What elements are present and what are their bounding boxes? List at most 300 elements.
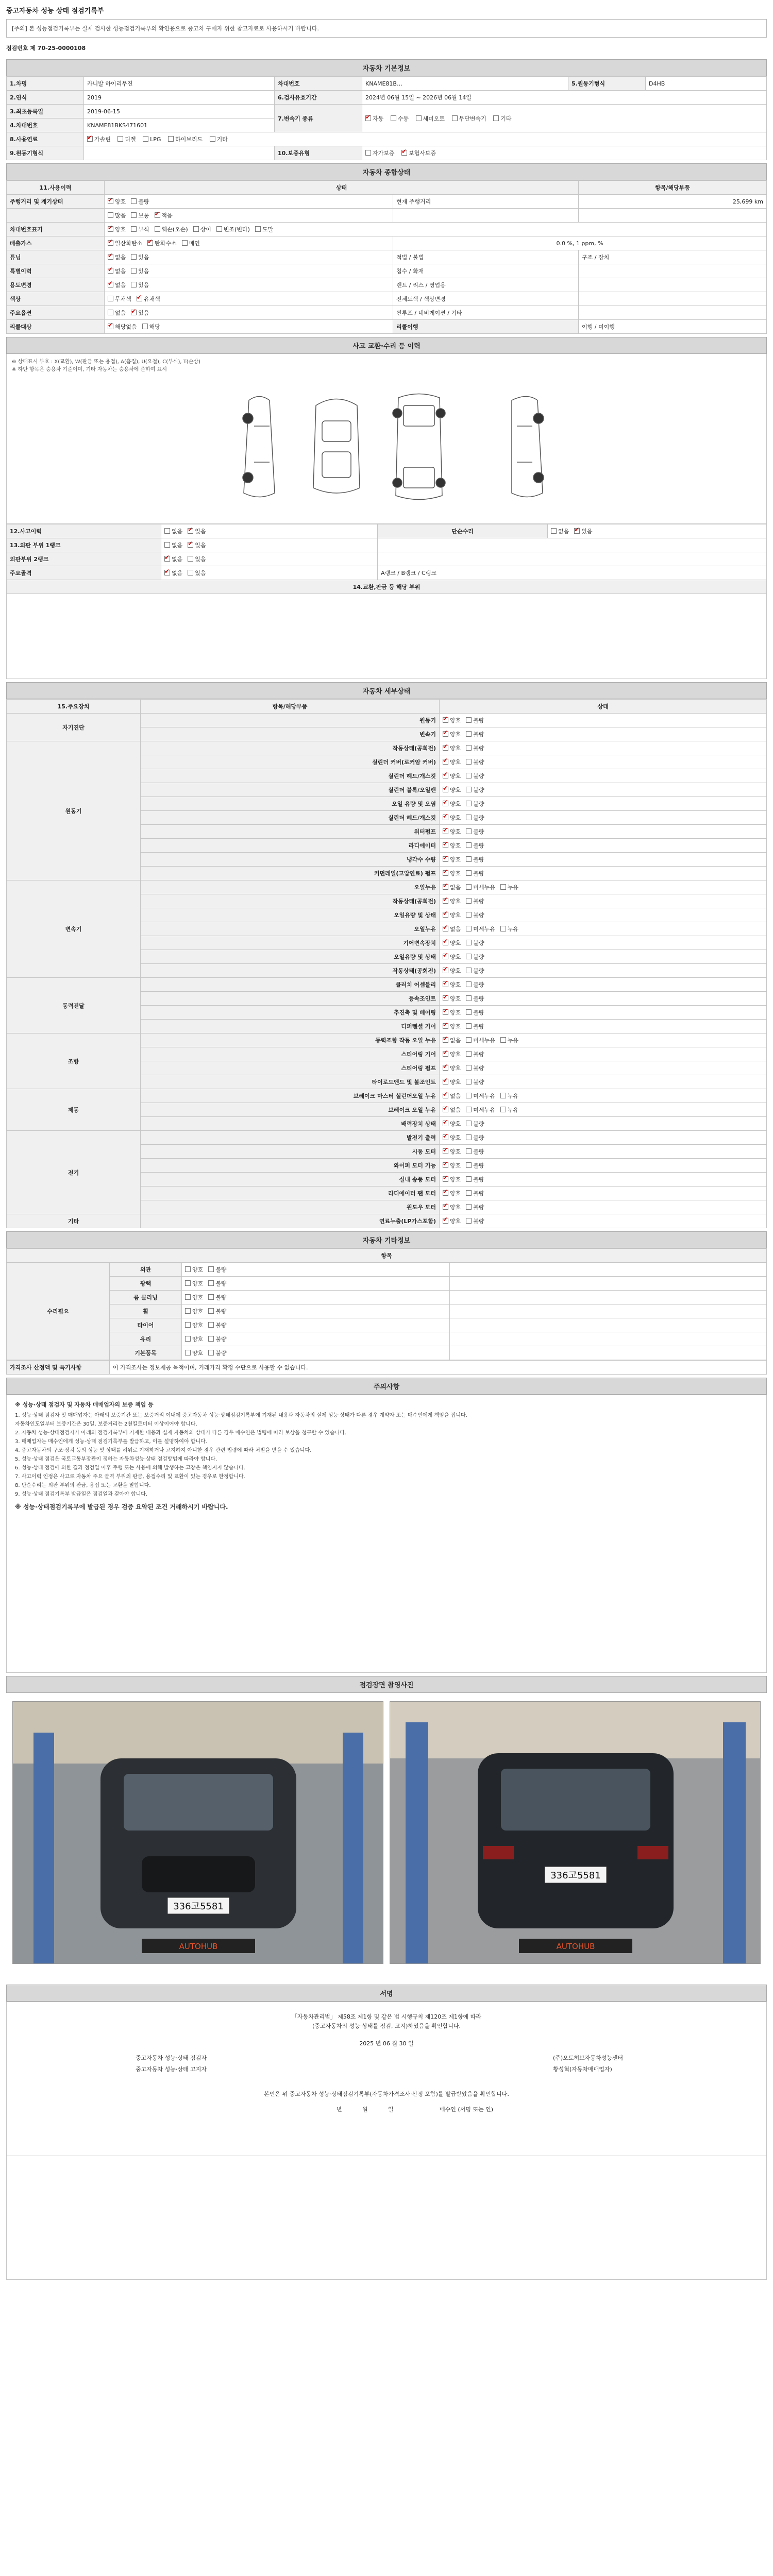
detail-item-label: 기어변속장치 bbox=[141, 936, 440, 950]
general-row-opts: ✔ 없음 있음 bbox=[105, 264, 393, 278]
checkbox-icon bbox=[443, 1176, 448, 1182]
general-state-table bbox=[6, 180, 767, 334]
checkbox-icon bbox=[466, 1051, 472, 1057]
car-diagram-panel bbox=[6, 354, 767, 524]
detail-group-label: 원동기 bbox=[7, 741, 141, 880]
detail-item-state: ✔ 양호 불량 bbox=[440, 825, 767, 839]
detail-item-label: 타이로드엔드 및 볼조인트 bbox=[141, 1075, 440, 1089]
checkbox-icon bbox=[164, 542, 170, 548]
rear-brand-text: AUTOHUB bbox=[556, 1942, 595, 1951]
checkbox-icon bbox=[131, 212, 137, 218]
other-item-label: 광택 bbox=[110, 1277, 182, 1291]
detail-item-state: ✔ 양호 불량 bbox=[440, 741, 767, 755]
checkbox-icon bbox=[193, 226, 199, 232]
detail-item-label: 디퍼렌셜 기어 bbox=[141, 1020, 440, 1033]
label-vin: 4.차대번호 bbox=[7, 118, 84, 132]
checkbox-icon bbox=[466, 815, 472, 820]
detail-row bbox=[7, 714, 767, 727]
checkbox-icon bbox=[466, 1218, 472, 1224]
detail-item-state: ✔ 양호 불량 bbox=[440, 811, 767, 825]
detail-item-label: 브레이크 오일 누유 bbox=[141, 1103, 440, 1117]
notes-heading: ※ 성능·상태 점검자 및 자동차 매매업자의 보증 책임 등 bbox=[15, 1401, 154, 1408]
checkbox-icon bbox=[416, 115, 422, 121]
checkbox-icon bbox=[131, 310, 137, 315]
checkbox-icon bbox=[466, 954, 472, 959]
damage-opts: 없음✔ 있음 bbox=[161, 524, 378, 538]
checkbox-icon bbox=[443, 926, 448, 931]
checkbox-icon bbox=[443, 912, 448, 918]
checkbox-icon bbox=[137, 296, 142, 301]
checkbox-icon bbox=[443, 801, 448, 806]
other-item-state: 양호 불량 bbox=[182, 1263, 450, 1277]
detail-item-label: 클러치 어셈블리 bbox=[141, 978, 440, 992]
checkbox-icon bbox=[443, 1065, 448, 1071]
other-item-state: 양호 불량 bbox=[182, 1318, 450, 1332]
checkbox-icon bbox=[466, 773, 472, 778]
checkbox-icon bbox=[168, 136, 174, 142]
detail-row bbox=[7, 1214, 767, 1228]
detail-item-label: 작동상태(공회전) bbox=[141, 964, 440, 978]
checkbox-icon bbox=[185, 1350, 191, 1355]
notes-line: 2. 자동차 성능·상태점검자가 아래의 점검기록부에 기재한 내용과 실제 자동차의 상태가 다른 경우 매수인은 법령에 따라 보상을 청구할 수 있습니다. bbox=[15, 1430, 347, 1436]
general-row-value bbox=[579, 306, 767, 320]
emission-values: 0.0 %, 1 ppm, % bbox=[393, 236, 767, 250]
detail-item-state: ✔ 양호 불량 bbox=[440, 936, 767, 950]
checkbox-icon bbox=[131, 254, 137, 260]
checkbox-icon bbox=[164, 570, 170, 575]
detail-item-state: ✔ 양호 불량 bbox=[440, 839, 767, 853]
damage-label: 외판부위 2랭크 bbox=[7, 552, 161, 566]
checkbox-icon bbox=[391, 115, 396, 121]
general-row-opts: ✔ 양호 부식 훼손(오손) 상이 변조(변타) 도말 bbox=[105, 223, 767, 236]
other-row bbox=[7, 1291, 767, 1304]
checkbox-icon bbox=[188, 528, 193, 534]
checkbox-icon bbox=[443, 1134, 448, 1140]
detail-group-label: 조향 bbox=[7, 1033, 141, 1089]
other-item-state: 양호 불량 bbox=[182, 1346, 450, 1360]
inspector-name: (주)오토허브자동차성능센터 bbox=[553, 2055, 624, 2061]
checkbox-icon bbox=[443, 787, 448, 792]
section-photos: 점검장면 촬영사진 bbox=[6, 1676, 767, 1693]
checkbox-icon bbox=[466, 1079, 472, 1084]
checkbox-icon bbox=[208, 1294, 214, 1300]
notes-line: 8. 단순수리는 외판 부위의 판금, 용접 또는 교환을 말합니다. bbox=[15, 1483, 151, 1488]
general-row-label: 튜닝 bbox=[7, 250, 105, 264]
other-item-note bbox=[450, 1318, 767, 1332]
detail-item-label: 라디에이터 bbox=[141, 839, 440, 853]
damage-table bbox=[6, 524, 767, 679]
general-row-opts: 무채색✔ 유채색 bbox=[105, 292, 393, 306]
detail-item-label: 시동 모터 bbox=[141, 1145, 440, 1159]
value-first-reg: 2019-06-15 bbox=[84, 105, 275, 118]
checkbox-icon bbox=[466, 1093, 472, 1098]
detail-item-state: ✔ 양호 불량 bbox=[440, 853, 767, 867]
checkbox-icon bbox=[500, 884, 506, 890]
checkbox-icon bbox=[466, 1023, 472, 1029]
checkbox-icon bbox=[466, 745, 472, 751]
detail-item-label: 실린더 헤드/개스킷 bbox=[141, 811, 440, 825]
buyer-sign: 매수인 (서명 또는 인) bbox=[440, 2106, 494, 2113]
checkbox-icon bbox=[142, 324, 148, 329]
general-row-label: 용도변경 bbox=[7, 278, 105, 292]
checkbox-icon bbox=[466, 995, 472, 1001]
checkbox-icon bbox=[185, 1294, 191, 1300]
checkbox-icon bbox=[155, 226, 160, 232]
general-row-note: 침수 / 화재 bbox=[393, 264, 579, 278]
other-item-label: 기본품목 bbox=[110, 1346, 182, 1360]
checkbox-icon bbox=[443, 773, 448, 778]
checkbox-icon bbox=[443, 731, 448, 737]
detail-item-state: ✔ 양호 불량 bbox=[440, 1006, 767, 1020]
detail-item-label: 실린더 블록/오일팬 bbox=[141, 783, 440, 797]
checkbox-icon bbox=[443, 717, 448, 723]
sign-law: 「자동차관리법」 제58조 제1항 및 같은 법 시행규칙 제120조 제1항에 따라 bbox=[291, 2013, 482, 2020]
detail-item-label: 원동기 bbox=[141, 714, 440, 727]
checkbox-icon bbox=[466, 828, 472, 834]
detail-head-item: 항목/해당부품 bbox=[141, 700, 440, 714]
price-note: 이 가격조사는 정보제공 목적이며, 거래가격 확정 수단으로 사용할 수 없습니다. bbox=[110, 1361, 767, 1375]
checkbox-icon bbox=[443, 1218, 448, 1224]
section-other-info: 자동차 기타정보 bbox=[6, 1231, 767, 1248]
detail-item-state: ✔ 양호 불량 bbox=[440, 1187, 767, 1200]
detail-item-label: 오일 유량 및 오염 bbox=[141, 797, 440, 811]
checkbox-icon bbox=[574, 528, 580, 534]
seller-name: 황성혁(자동차매매업자) bbox=[553, 2066, 612, 2073]
checkbox-icon bbox=[443, 1148, 448, 1154]
other-row bbox=[7, 1263, 767, 1277]
checkbox-icon bbox=[147, 240, 153, 246]
detail-item-state: ✔ 양호 불량 bbox=[440, 1131, 767, 1145]
checkbox-icon bbox=[164, 528, 170, 534]
other-row bbox=[7, 1277, 767, 1291]
checkbox-icon bbox=[466, 898, 472, 904]
general-row-note: 썬루프 / 네비게이션 / 기타 bbox=[393, 306, 579, 320]
other-row bbox=[7, 1332, 767, 1346]
checkbox-icon bbox=[466, 1009, 472, 1015]
checkbox-icon bbox=[216, 226, 222, 232]
checkbox-icon bbox=[164, 556, 170, 562]
other-item-state: 양호 불량 bbox=[182, 1291, 450, 1304]
detail-item-state: ✔ 양호 불량 bbox=[440, 1075, 767, 1089]
detail-item-label: 오일누유 bbox=[141, 922, 440, 936]
general-row-opts: ✔ 일산화탄소✔ 탄화수소 매연 bbox=[105, 236, 393, 250]
detail-item-label: 오일유량 및 상태 bbox=[141, 950, 440, 964]
general-row-label: 주행거리 및 계기상태 bbox=[7, 195, 105, 209]
general-row-note: 리콜이행 bbox=[393, 320, 579, 334]
general-row-note: 적법 / 불법 bbox=[393, 250, 579, 264]
detail-item-label: 스티어링 펌프 bbox=[141, 1061, 440, 1075]
detail-item-label: 오일유량 및 상태 bbox=[141, 908, 440, 922]
detail-item-label: 브레이크 마스터 실린더오일 누유 bbox=[141, 1089, 440, 1103]
price-label: 가격조사 산정액 및 특기사항 bbox=[7, 1361, 110, 1375]
general-row-opts: ✔ 없음 있음 bbox=[105, 278, 393, 292]
checkbox-icon bbox=[188, 542, 193, 548]
other-item-label: 유리 bbox=[110, 1332, 182, 1346]
checkbox-icon bbox=[155, 212, 160, 218]
general-row-label: 특별이력 bbox=[7, 264, 105, 278]
label-fuel: 8.사용연료 bbox=[7, 132, 84, 146]
general-row-value bbox=[579, 278, 767, 292]
checkbox-icon bbox=[143, 136, 148, 142]
general-row-value bbox=[579, 292, 767, 306]
general-row-opts: 많음 보통✔ 적음 bbox=[105, 209, 393, 223]
detail-item-state: ✔ 없음 미세누유 누유 bbox=[440, 1033, 767, 1047]
checkbox-icon bbox=[500, 1037, 506, 1043]
detail-item-label: 배력장치 상태 bbox=[141, 1117, 440, 1131]
other-item-note bbox=[450, 1304, 767, 1318]
general-row-note: 현재 주행거리 bbox=[393, 195, 579, 209]
checkbox-icon bbox=[182, 240, 188, 246]
general-row-label bbox=[7, 209, 105, 223]
general-row-note bbox=[393, 209, 579, 223]
rear-photo bbox=[390, 1701, 761, 1964]
detail-item-state: ✔ 없음 미세누유 누유 bbox=[440, 1089, 767, 1103]
value-inspection-validity: 2024년 06월 15일 ~ 2026년 06월 14일 bbox=[362, 91, 767, 105]
checkbox-icon bbox=[466, 1162, 472, 1168]
general-head-item: 항목/해당부품 bbox=[579, 181, 767, 195]
notes-line: 4. 중고자동차의 구조·장치 등의 성능 및 상태를 허위로 기재하거나 고지하지 아니한 경우 관련 법령에 따라 처벌을 받을 수 있습니다. bbox=[15, 1448, 312, 1453]
damage-opts: ✔ 없음 있음 bbox=[161, 566, 378, 580]
checkbox-icon bbox=[131, 282, 137, 287]
checkbox-icon bbox=[466, 787, 472, 792]
basic-info-table bbox=[6, 76, 767, 160]
label-inspection-validity: 6.검사유효기간 bbox=[275, 91, 362, 105]
checkbox-icon bbox=[493, 115, 499, 121]
damage-label: 주요골격 bbox=[7, 566, 161, 580]
checkbox-icon bbox=[443, 940, 448, 945]
receipt-text: 본인은 위 중고자동차 성능·상태점검기록부(자동차가격조사·산정 포함)를 발급받았음을 확인합니다. bbox=[264, 2091, 509, 2097]
fuel-options: ✔ 가솔린 디젤 LPG 하이브리드 기타 bbox=[84, 132, 767, 146]
detail-item-label: 실린더 헤드/개스킷 bbox=[141, 769, 440, 783]
date-day: 일 bbox=[388, 2106, 394, 2113]
checkbox-icon bbox=[188, 556, 193, 562]
label-car-name: 1.차명 bbox=[7, 77, 84, 91]
checkbox-icon bbox=[443, 1051, 448, 1057]
checkbox-icon bbox=[466, 842, 472, 848]
checkbox-icon bbox=[108, 310, 113, 315]
general-row-label: 리콜대상 bbox=[7, 320, 105, 334]
checkbox-icon bbox=[466, 759, 472, 765]
damage-label: 12.사고이력 bbox=[7, 524, 161, 538]
label-vin-short: 차대번호 bbox=[275, 77, 362, 91]
notice-box: [주의] 본 성능점검기록부는 실제 검사한 성능점검기록부의 확인용으로 중고차 구매자 위한 참고자료로 사용하시기 바랍니다. bbox=[6, 19, 767, 38]
document-title: 중고자동차 성능 상태 점검기록부 bbox=[6, 7, 104, 15]
general-row-note: 전체도색 / 색상변경 bbox=[393, 292, 579, 306]
transmission-options: ✔ 자동 수동 세미오토 무단변속기 기타 bbox=[362, 105, 767, 132]
checkbox-icon bbox=[365, 115, 371, 121]
detail-item-state: ✔ 양호 불량 bbox=[440, 1200, 767, 1214]
detail-item-state: ✔ 양호 불량 bbox=[440, 1173, 767, 1187]
other-item-note bbox=[450, 1291, 767, 1304]
detail-item-state: ✔ 없음 미세누유 누유 bbox=[440, 1103, 767, 1117]
other-item-label: 룸 클리닝 bbox=[110, 1291, 182, 1304]
label-warranty: 10.보증유형 bbox=[275, 146, 362, 160]
checkbox-icon bbox=[185, 1266, 191, 1272]
detail-head-system: 15.주요장치 bbox=[7, 700, 141, 714]
notes-box bbox=[6, 1395, 767, 1673]
checkbox-icon bbox=[443, 1009, 448, 1015]
notes-line: 1. 성능·상태 점검자 및 매매업자는 아래의 보증기간 또는 보증거리 이내에 중고자동차 성능·상태점검기록부에 기재된 내용과 자동차의 실제 성능·상태가 다른 경우 계약자 또는 매수인에게 책임을 집니다. bbox=[15, 1413, 467, 1418]
checkbox-icon bbox=[108, 226, 113, 232]
detail-item-state: ✔ 양호 불량 bbox=[440, 1159, 767, 1173]
checkbox-icon bbox=[401, 150, 407, 156]
damage-empty bbox=[378, 552, 767, 566]
damage-label: 13.외판 부위 1랭크 bbox=[7, 538, 161, 552]
other-item-state: 양호 불량 bbox=[182, 1277, 450, 1291]
checkbox-icon bbox=[365, 150, 371, 156]
label-first-reg: 3.최초등록일 bbox=[7, 105, 84, 118]
general-row-opts: ✔ 없음 있음 bbox=[105, 250, 393, 264]
sign-law-2: (중고자동차의 성능·상태를 점검, 고지)하였음을 확인합니다. bbox=[312, 2023, 461, 2029]
detail-item-label: 냉각수 수량 bbox=[141, 853, 440, 867]
detail-row bbox=[7, 741, 767, 755]
checkbox-icon bbox=[466, 717, 472, 723]
detail-group-label: 제동 bbox=[7, 1089, 141, 1131]
checkbox-icon bbox=[117, 136, 123, 142]
detail-item-label: 동력조향 작동 오일 누유 bbox=[141, 1033, 440, 1047]
general-row-label: 색상 bbox=[7, 292, 105, 306]
damage-rank: A랭크 / B랭크 / C랭크 bbox=[378, 566, 767, 580]
checkbox-icon bbox=[443, 828, 448, 834]
general-row-value bbox=[579, 209, 767, 223]
checkbox-icon bbox=[466, 1121, 472, 1126]
front-plate-text: 336고5581 bbox=[173, 1901, 224, 1912]
value-model-year: 2019 bbox=[84, 91, 275, 105]
photo-area bbox=[6, 1693, 767, 1981]
detail-item-state: ✔ 양호 불량 bbox=[440, 1145, 767, 1159]
detail-item-state: ✔ 양호 불량 bbox=[440, 1061, 767, 1075]
notes-line: 3. 매매업자는 매수인에게 성능·상태 점검기록부를 발급하고, 이를 설명하여야 합니다. bbox=[15, 1439, 207, 1445]
warranty-options: 자가보증 ✔ 보험사보증 bbox=[362, 146, 767, 160]
checkbox-icon bbox=[108, 324, 113, 329]
checkbox-icon bbox=[443, 995, 448, 1001]
document bbox=[6, 0, 767, 2280]
general-row-value bbox=[579, 264, 767, 278]
detail-item-label: 작동상태(공회전) bbox=[141, 894, 440, 908]
detail-item-label: 실린더 커버(로커암 커버) bbox=[141, 755, 440, 769]
detail-item-state: ✔ 없음 미세누유 누유 bbox=[440, 922, 767, 936]
checkbox-icon bbox=[208, 1266, 214, 1272]
checkbox-icon bbox=[443, 856, 448, 862]
checkbox-icon bbox=[443, 1121, 448, 1126]
diagram-legend: ※ 상태표시 부호 : X(교환), W(판금 또는 용접), A(흠집), U(요철), C(부식), T(손상) ※ 하단 항목은 승용차 기준이며, 기타 자동차는 승용차에 준하여 표시 bbox=[12, 359, 200, 372]
detail-group-label: 전기 bbox=[7, 1131, 141, 1214]
detail-item-label: 발전기 출력 bbox=[141, 1131, 440, 1145]
damage-opts: 없음✔ 있음 bbox=[161, 538, 378, 552]
detail-item-state: ✔ 양호 불량 bbox=[440, 783, 767, 797]
checkbox-icon bbox=[443, 842, 448, 848]
checkbox-icon bbox=[466, 1148, 472, 1154]
checkbox-icon bbox=[443, 1204, 448, 1210]
detail-item-state: ✔ 양호 불량 bbox=[440, 908, 767, 922]
detail-item-label: 추진축 및 베어링 bbox=[141, 1006, 440, 1020]
notes-footer: ※ 성능·상태점검기록부에 발급된 경우 검증 요약된 조건 거래하시기 바랍니다. bbox=[15, 1503, 228, 1511]
detail-item-state: ✔ 양호 불량 bbox=[440, 769, 767, 783]
checkbox-icon bbox=[443, 884, 448, 890]
checkbox-icon bbox=[87, 136, 93, 142]
checkbox-icon bbox=[208, 1350, 214, 1355]
checkbox-icon bbox=[466, 912, 472, 918]
detail-item-state: ✔ 양호 불량 bbox=[440, 1047, 767, 1061]
detail-row bbox=[7, 1089, 767, 1103]
damage-opts: ✔ 없음 있음 bbox=[161, 552, 378, 566]
detail-item-state: ✔ 양호 불량 bbox=[440, 714, 767, 727]
detail-item-state: ✔ 양호 불량 bbox=[440, 894, 767, 908]
detail-item-state: ✔ 양호 불량 bbox=[440, 978, 767, 992]
checkbox-icon bbox=[466, 1134, 472, 1140]
value-engine bbox=[84, 146, 275, 160]
checkbox-icon bbox=[443, 759, 448, 765]
notes-line: 9. 성능·상태 점검기록부 발급일은 점검일과 같아야 합니다. bbox=[15, 1492, 148, 1497]
other-item-note bbox=[450, 1263, 767, 1277]
damage-opts-simple: 없음✔ 있음 bbox=[548, 524, 767, 538]
other-row bbox=[7, 1318, 767, 1332]
detail-row bbox=[7, 1131, 767, 1145]
detail-item-state: ✔ 양호 불량 bbox=[440, 1020, 767, 1033]
general-head-usage: 11.사용이력 bbox=[7, 181, 105, 195]
checkbox-icon bbox=[466, 1204, 472, 1210]
checkbox-icon bbox=[443, 745, 448, 751]
checkbox-icon bbox=[208, 1336, 214, 1342]
detail-item-label: 등속조인트 bbox=[141, 992, 440, 1006]
detail-item-state: ✔ 양호 불량 bbox=[440, 755, 767, 769]
checkbox-icon bbox=[443, 1162, 448, 1168]
other-item-state: 양호 불량 bbox=[182, 1332, 450, 1346]
checkbox-icon bbox=[208, 1308, 214, 1314]
other-info-table bbox=[6, 1248, 767, 1360]
detail-item-label: 와이퍼 모터 기능 bbox=[141, 1159, 440, 1173]
checkbox-icon bbox=[210, 136, 215, 142]
checkbox-icon bbox=[131, 268, 137, 274]
value-car-name: 카니발 하이리무진 bbox=[84, 77, 275, 91]
checkbox-icon bbox=[466, 981, 472, 987]
front-brand-text: AUTOHUB bbox=[179, 1942, 218, 1951]
checkbox-icon bbox=[255, 226, 261, 232]
detail-state-table bbox=[6, 699, 767, 1228]
checkbox-icon bbox=[443, 1037, 448, 1043]
checkbox-icon bbox=[443, 815, 448, 820]
checkbox-icon bbox=[466, 1037, 472, 1043]
detail-item-label: 라디에이터 팬 모터 bbox=[141, 1187, 440, 1200]
general-head-state: 상태 bbox=[105, 181, 579, 195]
section-sign: 서명 bbox=[6, 1985, 767, 2002]
checkbox-icon bbox=[108, 296, 113, 301]
cert-number: 점검번호 제 70-25-0000108 bbox=[6, 45, 86, 52]
section-notes: 주의사항 bbox=[6, 1378, 767, 1395]
damage-label-simple: 단순수리 bbox=[378, 524, 548, 538]
checkbox-icon bbox=[466, 968, 472, 973]
checkbox-icon bbox=[185, 1336, 191, 1342]
checkbox-icon bbox=[108, 240, 113, 246]
notes-line: 자동차인도일부터 보증기간은 30일, 보증거리는 2천킬로미터 이상이어야 합니다. bbox=[15, 1421, 197, 1427]
checkbox-icon bbox=[466, 1065, 472, 1071]
checkbox-icon bbox=[185, 1322, 191, 1328]
label-model-year: 2.연식 bbox=[7, 91, 84, 105]
notes-line: 5. 성능·상태 점검은 국토교통부장관이 정하는 자동차성능·상태 점검방법에 따라야 합니다. bbox=[15, 1456, 217, 1462]
label-engine: 9.원동기형식 bbox=[7, 146, 84, 160]
detail-item-state: ✔ 양호 불량 bbox=[440, 727, 767, 741]
checkbox-icon bbox=[500, 926, 506, 931]
checkbox-icon bbox=[131, 226, 137, 232]
other-row bbox=[7, 1346, 767, 1360]
other-item-note bbox=[450, 1332, 767, 1346]
checkbox-icon bbox=[131, 198, 137, 204]
other-item-state: 양호 불량 bbox=[182, 1304, 450, 1318]
detail-item-label: 스티어링 기어 bbox=[141, 1047, 440, 1061]
checkbox-icon bbox=[452, 115, 458, 121]
damage-subhead: 14.교환,판금 등 해당 부위 bbox=[7, 580, 767, 594]
damage-empty bbox=[378, 538, 767, 552]
